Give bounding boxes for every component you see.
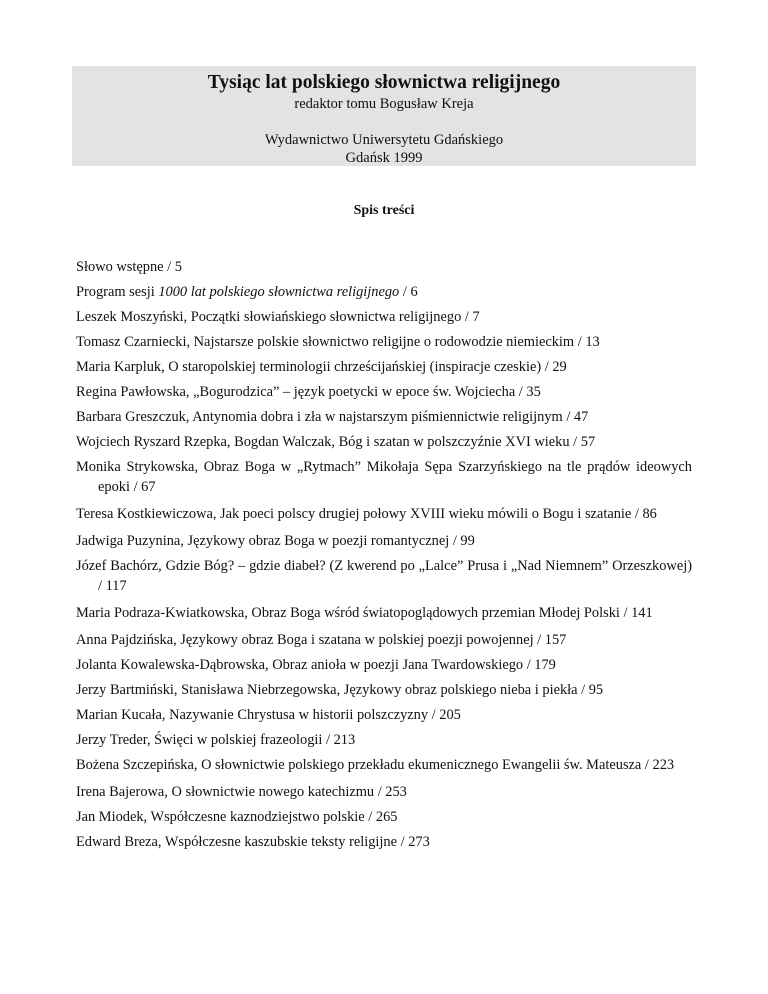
toc-entry: Marian Kucała, Nazywanie Chrystusa w historii polszczyzny / 205 xyxy=(76,707,461,723)
table-of-contents xyxy=(76,257,692,857)
toc-entry: Maria Podraza-Kwiatkowska, Obraz Boga wśród światopoglądowych przemian Młodej Polski / 141 xyxy=(76,605,653,621)
toc-entry: Monika Strykowska, Obraz Boga w „Rytmach” Mikołaja Sępa Szarzyńskiego na tle prądów ideowych epoki / 67 xyxy=(76,459,692,495)
editor-line: redaktor tomu Bogusław Kreja xyxy=(294,96,474,112)
toc-entry: Regina Pawłowska, „Bogurodzica” – język poetycki w epoce św. Wojciecha / 35 xyxy=(76,384,541,400)
place-year-line: Gdańsk 1999 xyxy=(345,150,423,166)
toc-entry: Tomasz Czarniecki, Najstarsze polskie słownictwo religijne o rodowodzie niemieckim / 13 xyxy=(76,334,600,350)
toc-entry: Wojciech Ryszard Rzepka, Bogdan Walczak, Bóg i szatan w polszczyźnie XVI wieku / 57 xyxy=(76,434,596,450)
book-title: Tysiąc lat polskiego słownictwa religijnego xyxy=(207,72,561,93)
publisher-line: Wydawnictwo Uniwersytetu Gdańskiego xyxy=(264,132,504,148)
toc-entry: Józef Bachórz, Gdzie Bóg? – gdzie diabeł? (Z kwerend po „Lalce” Prusa i „Nad Niemnem” Orzeszkowej) / 117 xyxy=(76,558,692,594)
toc-entry: Bożena Szczepińska, O słownictwie polskiego przekładu ekumenicznego Ewangelii św. Mateusza / 223 xyxy=(76,757,675,773)
toc-entry: Irena Bajerowa, O słownictwie nowego katechizmu / 253 xyxy=(76,784,407,800)
toc-entry-italic-title: 1000 lat polskiego słownictwa religijnego xyxy=(158,284,400,300)
toc-entry-prefix: Program sesji xyxy=(76,284,159,300)
toc-entry: Teresa Kostkiewiczowa, Jak poeci polscy drugiej połowy XVIII wieku mówili o Bogu i szatanie / 86 xyxy=(76,506,657,522)
toc-entry: Barbara Greszczuk, Antynomia dobra i zła w najstarszym piśmiennictwie religijnym / 47 xyxy=(76,409,589,425)
toc-entry xyxy=(76,282,692,302)
toc-heading: Spis treści xyxy=(353,203,415,218)
toc-entry: Jerzy Bartmiński, Stanisława Niebrzegowska, Językowy obraz polskiego nieba i piekła / 95 xyxy=(76,682,604,698)
toc-entry: Anna Pajdzińska, Językowy obraz Boga i szatana w polskiej poezji powojennej / 157 xyxy=(76,632,567,648)
toc-entry: Jadwiga Puzynina, Językowy obraz Boga w poezji romantycznej / 99 xyxy=(76,533,475,549)
toc-entry: Jan Miodek, Współczesne kaznodziejstwo polskie / 265 xyxy=(76,809,398,825)
toc-entry: Jerzy Treder, Święci w polskiej frazeologii / 213 xyxy=(76,732,356,748)
title-block xyxy=(72,66,696,166)
toc-entry: Maria Karpluk, O staropolskiej terminologii chrześcijańskiej (inspiracje czeskie) / 29 xyxy=(76,359,567,375)
toc-entry: Edward Breza, Współczesne kaszubskie teksty religijne / 273 xyxy=(76,834,430,850)
toc-entry: Słowo wstępne / 5 xyxy=(76,259,182,275)
toc-entry-page: / 6 xyxy=(399,284,418,300)
toc-entry: Jolanta Kowalewska-Dąbrowska, Obraz anioła w poezji Jana Twardowskiego / 179 xyxy=(76,657,556,673)
toc-entry: Leszek Moszyński, Początki słowiańskiego słownictwa religijnego / 7 xyxy=(76,309,480,325)
